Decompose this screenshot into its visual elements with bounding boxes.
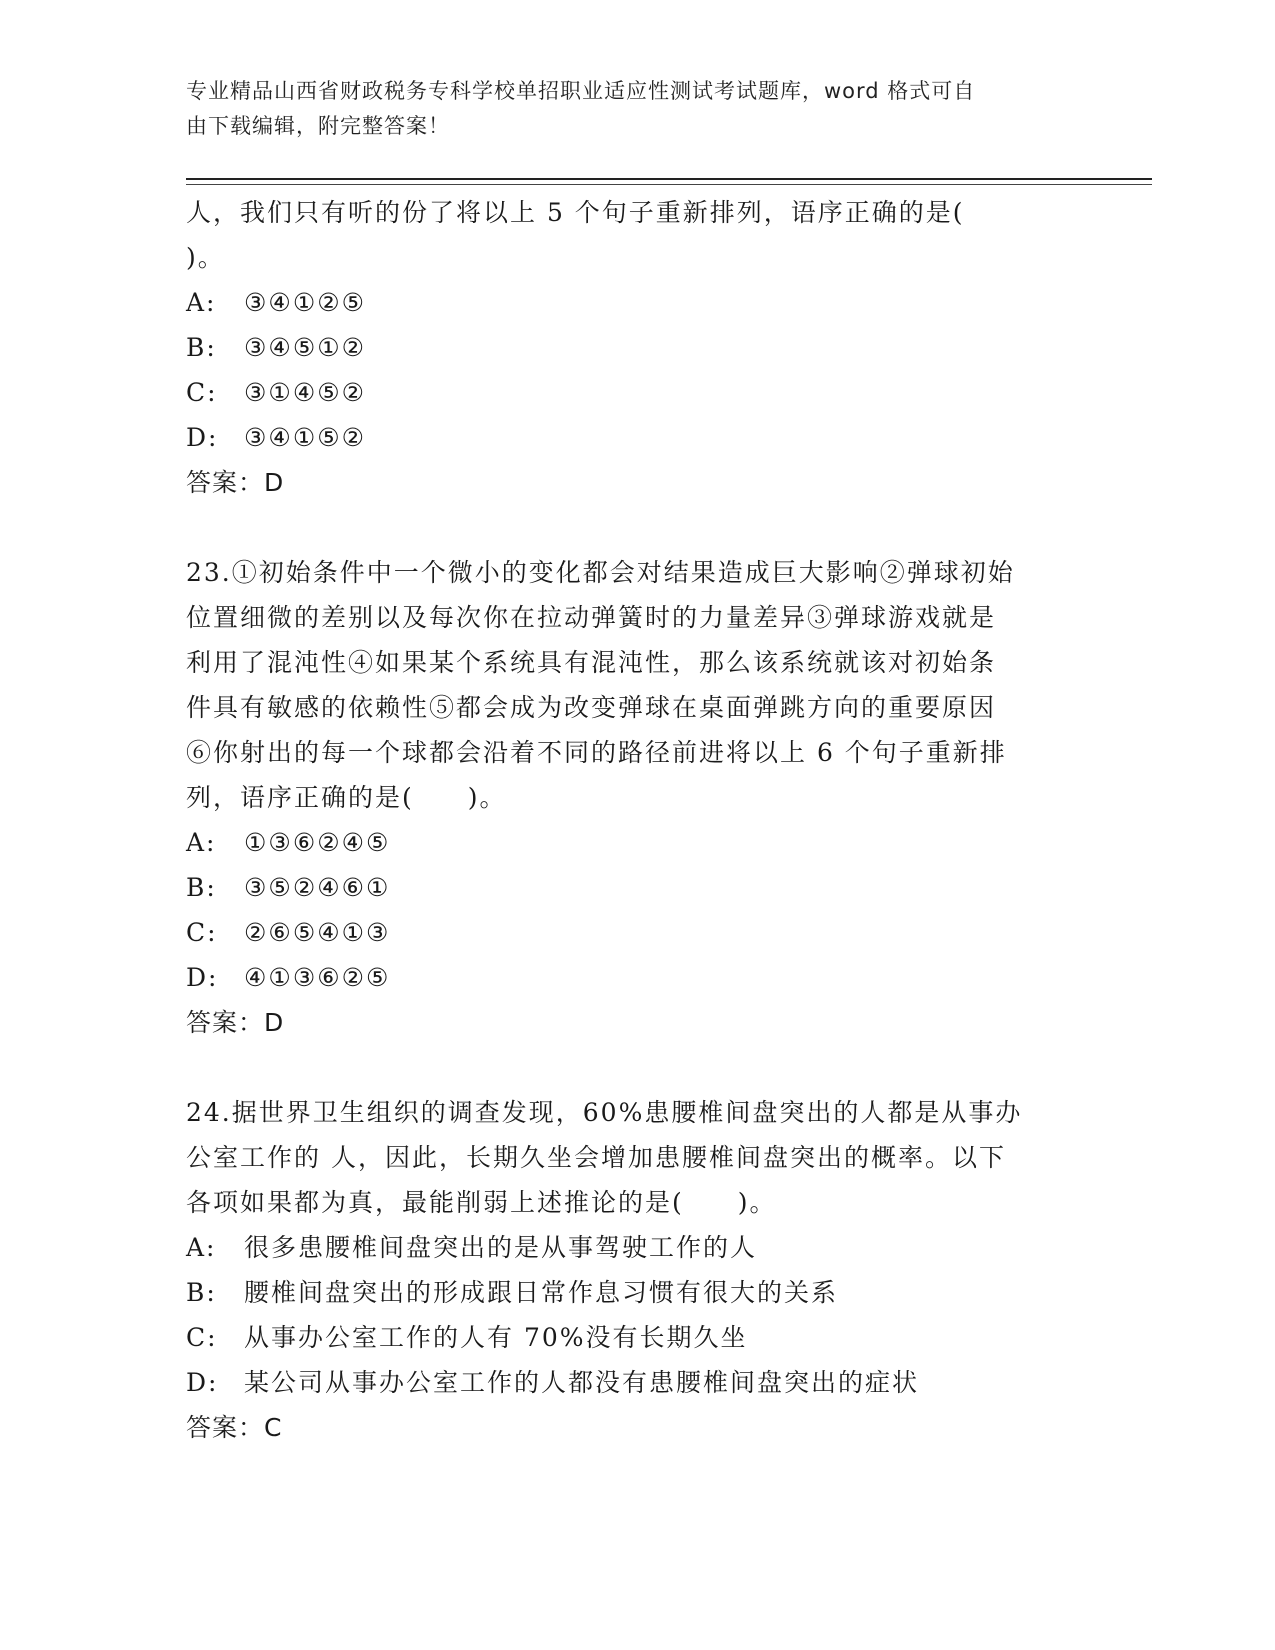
question-text-line: 件具有敏感的依赖性⑤都会成为改变弹球在桌面弹跳方向的重要原因 [186,693,997,722]
header-rule-thin [186,184,1152,185]
option-text: ③④①②⑤ [244,288,367,317]
question-text-line: )。 [186,243,225,272]
option-a [186,820,1086,865]
option-letter: B: [186,1278,217,1307]
question-text-line: 公室工作的 人，因此，长期久坐会增加患腰椎间盘突出的概率。以下 [186,1143,1006,1172]
answer-line: 答案：C [186,1413,283,1442]
option-d [186,415,1086,460]
header-line-2: 由下载编辑，附完整答案！ [186,114,450,138]
option-d [186,1360,1086,1405]
answer-line: 答案：D [186,1008,285,1037]
option-letter: B: [186,333,217,362]
option-b [186,865,1086,910]
option-letter: A: [186,1233,217,1262]
question-text-line: 列，语序正确的是( )。 [186,783,507,812]
option-letter: C: [186,918,218,947]
option-text: ①③⑥②④⑤ [244,828,391,857]
option-c [186,910,1086,955]
question-text-line: ⑥你射出的每一个球都会沿着不同的路径前进将以上 6 个句子重新排 [186,738,1007,767]
option-letter: C: [186,1323,218,1352]
question-text-line: 位置细微的差别以及每次你在拉动弹簧时的力量差异③弹球游戏就是 [186,603,997,632]
question-24 [186,1090,1086,1450]
option-text: 某公司从事办公室工作的人都没有患腰椎间盘突出的症状 [244,1368,920,1397]
spacer [186,505,1086,550]
question-text-line: 24.据世界卫生组织的调查发现，60%患腰椎间盘突出的人都是从事办 [186,1098,1023,1127]
option-text: 很多患腰椎间盘突出的是从事驾驶工作的人 [244,1233,758,1262]
page-header [186,74,1066,144]
option-d [186,955,1086,1000]
question-23 [186,550,1086,1045]
question-22 [186,190,1086,505]
header-line-1: 专业精品山西省财政税务专科学校单招职业适应性测试考试题库，word 格式可自 [186,79,976,103]
option-text: ③①④⑤② [244,378,367,407]
option-c [186,1315,1086,1360]
option-letter: A: [186,288,217,317]
question-text-line: 人，我们只有听的份了将以上 5 个句子重新排列，语序正确的是( [186,198,965,227]
header-rule-thick [186,178,1152,180]
option-letter: D: [186,1368,219,1397]
option-text: ③④⑤①② [244,333,367,362]
question-text-line: 利用了混沌性④如果某个系统具有混沌性，那么该系统就该对初始条 [186,648,997,677]
option-b [186,1270,1086,1315]
option-a [186,1225,1086,1270]
option-letter: C: [186,378,218,407]
option-text: ③④①⑤② [244,423,367,452]
option-text: ②⑥⑤④①③ [244,918,391,947]
option-letter: B: [186,873,217,902]
option-text: ④①③⑥②⑤ [244,963,391,992]
document-content [186,190,1086,1450]
answer-line: 答案：D [186,468,285,497]
option-b [186,325,1086,370]
option-text: 从事办公室工作的人有 70%没有长期久坐 [244,1323,748,1352]
spacer [186,1045,1086,1090]
question-text-line: 各项如果都为真，最能削弱上述推论的是( )。 [186,1188,777,1217]
option-letter: D: [186,423,219,452]
option-text: ③⑤②④⑥① [244,873,391,902]
option-text: 腰椎间盘突出的形成跟日常作息习惯有很大的关系 [244,1278,839,1307]
option-letter: D: [186,963,219,992]
option-a [186,280,1086,325]
question-text-line: 23.①初始条件中一个微小的变化都会对结果造成巨大影响②弹球初始 [186,558,1015,587]
option-letter: A: [186,828,217,857]
option-c [186,370,1086,415]
